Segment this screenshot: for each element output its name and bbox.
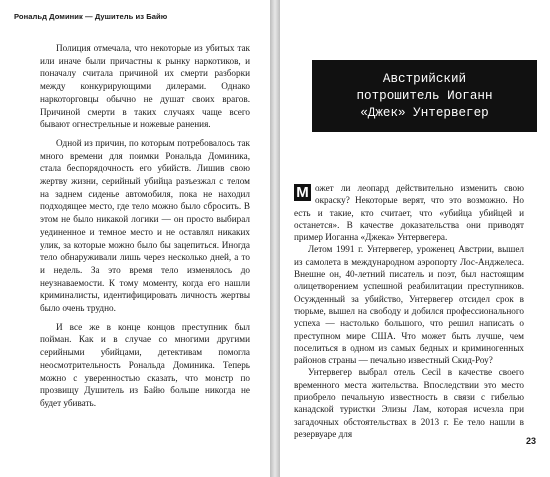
paragraph-text: ожет ли леопард действительно изменить свою окраску? Некоторые верят, что это возможно. Но есть и такие, кто считает, что «убийца убийцей и останется». В качестве доказательства они приводят пример Иоганна «Джека» Унтервегера.	[294, 183, 524, 243]
chapter-title	[312, 60, 537, 132]
paragraph: Унтервегер выбрал отель Cecil в качестве своего временного места жительства. Впоследствии это место приобрело печальную известность в связи с гибелью канадской туристки Элизы Лам, которая исчезла при загадочных обстоятельствах в 2013 г. Ее тело нашли в резервуаре для	[294, 367, 524, 439]
chapter-title-line: Австрийский	[382, 71, 467, 86]
left-body-text	[40, 42, 250, 410]
paragraph: Полиция отмечала, что некоторые из убитых так или иначе были причастны к рынку наркотиков, и поначалу считала причиной их смерти разборки между конкурирующими дилерами. Однако наркоторговцы обычно не душат своих врагов. Причиной смерти в таких случаях чаще всего бывают огнестрельные и ножевые ранения.	[40, 43, 250, 130]
right-page	[280, 0, 550, 477]
left-page	[0, 0, 270, 477]
right-body-text	[294, 182, 524, 440]
chapter-title-line: «Джек» Унтервегер	[360, 105, 489, 120]
page-number: 23	[525, 436, 536, 446]
drop-cap: М	[294, 184, 311, 201]
chapter-title-line: потрошитель Иоганн	[356, 88, 493, 103]
paragraph: Одной из причин, по которым потребовалось так много времени для поимки Рональда Доминика, стала беспорядочность его убийств. Лишив свою жертву жизни, серийный убийца разъезжал с телом на заднем сиденье автомобиля, пока не находил подходящее место, где тело можно было сбросить. В этом не было никакой логики — он просто выбирал уединенное и темное место и не оставлял никаких улик, за которые можно было бы зацепиться. Иногда тело обнаруживали лишь через несколько дней, а то и недель. За это время тело изменялось до неузнаваемости. К тому моменту, когда его нашли криминалисты, идентифицировать личность жертвы было очень трудно.	[40, 137, 250, 314]
paragraph	[294, 182, 524, 243]
paragraph: Летом 1991 г. Унтервегер, уроженец Австрии, вышел из самолета в международном аэропорту Лос-Анджелеса. Внешне он, 40-летний писатель и поэт, был настоящим олицетворением успешной реабилитации преступников. Осужденный за убийство, Унтервегер отсидел срок в тюрьме, вышел на свободу и добился профессионального успеха — настолько большого, что решил написать о преступном мире США. Что может быть лучше, чем поселиться в одном из самых бедных и криминогенных районов страны — печально известный Скид-Роу?	[294, 244, 524, 366]
book-gutter	[270, 0, 280, 477]
running-head: Рональд Доминик — Душитель из Байю	[14, 12, 168, 21]
paragraph: И все же в конце концов преступник был пойман. Как и в случае со многими другими серийными убийцами, детективам помогла неосмотрительность Рональда Доминика. Теперь можно с уверенностью сказать, что монстр по прозвищу Душитель из Байю больше никогда не будет убивать.	[40, 321, 250, 408]
